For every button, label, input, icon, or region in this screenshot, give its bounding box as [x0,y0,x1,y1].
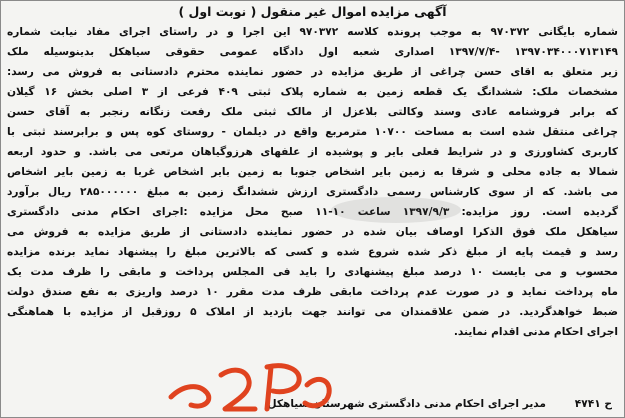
notice-line: می باشد. که از سوی کارشناس رسمی دادگستری ارزش ششدانگ زمین به مبلغ ۲۸۵۰۰۰۰۰۰ ریال برآورد [7,186,618,198]
notice-line: زیر متعلق به اقای حسن چراغی از طریق مزایده در حضور نماینده محترم دادستانی به فروش می رسد: [7,66,618,78]
notice-line: مشخصات ملک: ششدانگ یک قطعه زمین به شماره پلاک ثبتی ۴۰۹ فرعی از ۳ اصلی بخش ۱۶ گیلان [7,86,618,98]
notice-line: شماره بایگانی ۹۷۰۳۷۲ به موجب پرونده کلاسه ۹۷۰۳۷۲ این اجرا و در راستای اجرای مفاد نیابت شماره [7,26,618,38]
notice-footer [9,395,616,413]
notice-line: ۱۳۹۷۰۳۴۰۰۰۷۱۳۱۴۹ -۱۳۹۷/۷/۴ اصداری شعبه اول دادگاه عمومی حقوقی سیاهکل بدینوسیله ملک [7,46,618,58]
notice-line: چراغی منتقل شده است به مساحت ۱۰۷۰۰ مترمربع واقع در دیلمان - روستای کوه پس و برابرسند ثبتی با [7,126,618,138]
notice-line: سیاهکل ملک فوق الذکرا اوصاف بیان شده در حضور نماینده دادستانی از طریق مزایده به فروش می [7,226,618,238]
notice-line: محسوب و می بایست ۱۰ درصد مبلغ پیشنهادی را باید فی المجلس پرداخت و مابقی را ظرف مدت یک [7,266,618,278]
notice-line: رسد و قیمت پایه از مبلغ ذکر شده شروع شده و کسی که بالاترین مبلغ را پیشنهاد نماید برنده مزایده [7,246,618,258]
notice-line: اجرای احکام مدنی اقدام نمایند. [453,326,618,338]
notice-signer: مدیر اجرای احکام مدنی دادگستری شهرستان سیاهکل [267,398,546,410]
notice-line: گردیده است. روز مزایده: ۱۳۹۷/۹/۳ ساعت ۱۰-۱۱ صبح محل مزایده :اجرای احکام مدنی دادگستری [7,206,618,218]
notice-line: که برابر فروشنامه عادی وسند وکالتی بلاعزل از مالک ثبتی ملک رفعت زنگانه رنجبر به آقای حسن [7,106,618,118]
notice-body [7,22,618,342]
notice-line: ماه پرداخت نماید و در صورت عدم پرداخت مابقی ظرف مدت مقرر ۱۰ درصد واریزی به نفع صندق دولت [7,286,618,298]
notice-line: شمالا به جاده محلی و شرقا به زمین بایر اشخاص جنوبا به زمین بایر اشخاص غربا به زمین بایر اشخاص [7,166,618,178]
notice-title: آگهی مزایده اموال غیر منقول ( نوبت اول ) [178,4,447,19]
notice-line: ضبط خواهدگردید. در ضمن علاقمندان می توانند جهت بازدید از املاک ۵ روزقبل از مزایده با هماهنگی [7,306,618,318]
notice-line: کاربری کشاورزی و در شرایط فعلی بایر و پوشیده از علفهای هرزوگیاهان مرتعی می باشد. و حدود اربعه [7,146,618,158]
notice-code: ح ۴۷۴۱ [574,398,612,410]
